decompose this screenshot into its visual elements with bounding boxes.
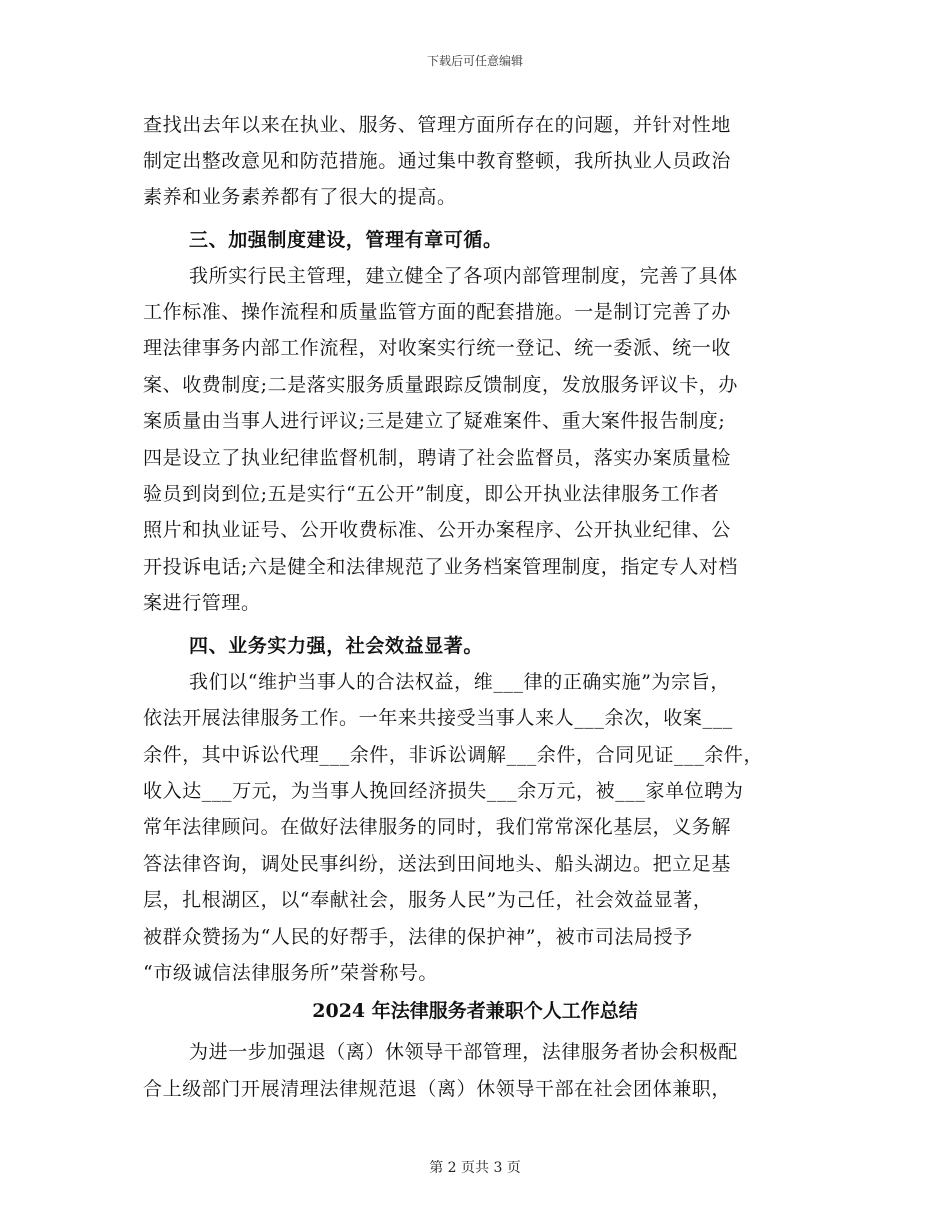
body-line: “市级诚信法律服务所”荣誉称号。 xyxy=(143,962,439,984)
body-line: 验员到岗到位;五是实行“五公开”制度，即公开执业法律服务工作者 xyxy=(143,483,720,505)
body-line: 素养和业务素养都有了很大的提高。 xyxy=(143,186,457,208)
body-line: 余件，其中诉讼代理___余件，非诉讼调解___余件，合同见证___余件， xyxy=(143,744,764,766)
document-title: 2024 年法律服务者兼职个人工作总结 xyxy=(312,1000,638,1022)
body-line: 照片和执业证号、公开收费标准、公开办案程序、公开执业纪律、公 xyxy=(143,519,732,541)
body-line: 工作标准、操作流程和质量监管方面的配套措施。一是制订完善了办 xyxy=(143,301,732,323)
page-footer: 第 2 页共 3 页 xyxy=(429,1160,521,1176)
body-line: 案进行管理。 xyxy=(143,592,261,614)
body-line: 被群众赞扬为“人民的好帮手，法律的保护神”，被市司法局授予 xyxy=(143,926,693,948)
body-line: 层，扎根湖区，以“奉献社会，服务人民”为己任，社会效益显著， xyxy=(143,889,713,911)
body-line: 合上级部门开展清理法律规范退（离）休领导干部在社会团体兼职， xyxy=(143,1078,732,1100)
body-line: 案质量由当事人进行评议;三是建立了疑难案件、重大案件报告制度; xyxy=(143,410,726,432)
body-line: 查找出去年以来在执业、服务、管理方面所存在的问题，并针对性地 xyxy=(143,114,732,136)
body-line: 为进一步加强退（离）休领导干部管理，法律服务者协会积极配 xyxy=(189,1041,738,1063)
section-heading: 三、加强制度建设，管理有章可循。 xyxy=(189,229,503,251)
body-line: 常年法律顾问。在做好法律服务的同时，我们常常深化基层，义务解 xyxy=(143,816,732,838)
body-line: 我们以“维护当事人的合法权益，维___律的正确实施”为宗旨， xyxy=(189,671,730,693)
page-header: 下载后可任意编辑 xyxy=(426,54,523,68)
section-heading: 四、业务实力强，社会效益显著。 xyxy=(189,635,484,657)
body-line: 收入达___万元，为当事人挽回经济损失___余万元，被___家单位聘为 xyxy=(143,780,744,802)
body-line: 开投诉电话;六是健全和法律规范了业务档案管理制度，指定专人对档 xyxy=(143,556,739,578)
body-line: 理法律事务内部工作流程，对收案实行统一登记、统一委派、统一收 xyxy=(143,337,732,359)
body-line: 依法开展法律服务工作。一年来共接受当事人来人___余次，收案___ xyxy=(143,707,733,729)
body-line: 四是设立了执业纪律监督机制，聘请了社会监督员，落实办案质量检 xyxy=(143,447,732,469)
body-line: 制定出整改意见和防范措施。通过集中教育整顿，我所执业人员政治 xyxy=(143,150,732,172)
body-line: 我所实行民主管理，建立健全了各项内部管理制度，完善了具体 xyxy=(189,265,738,287)
body-line: 案、收费制度;二是落实服务质量跟踪反馈制度，发放服务评议卡，办 xyxy=(143,374,739,396)
body-line: 答法律咨询，调处民事纠纷，送法到田间地头、船头湖边。把立足基 xyxy=(143,853,732,875)
